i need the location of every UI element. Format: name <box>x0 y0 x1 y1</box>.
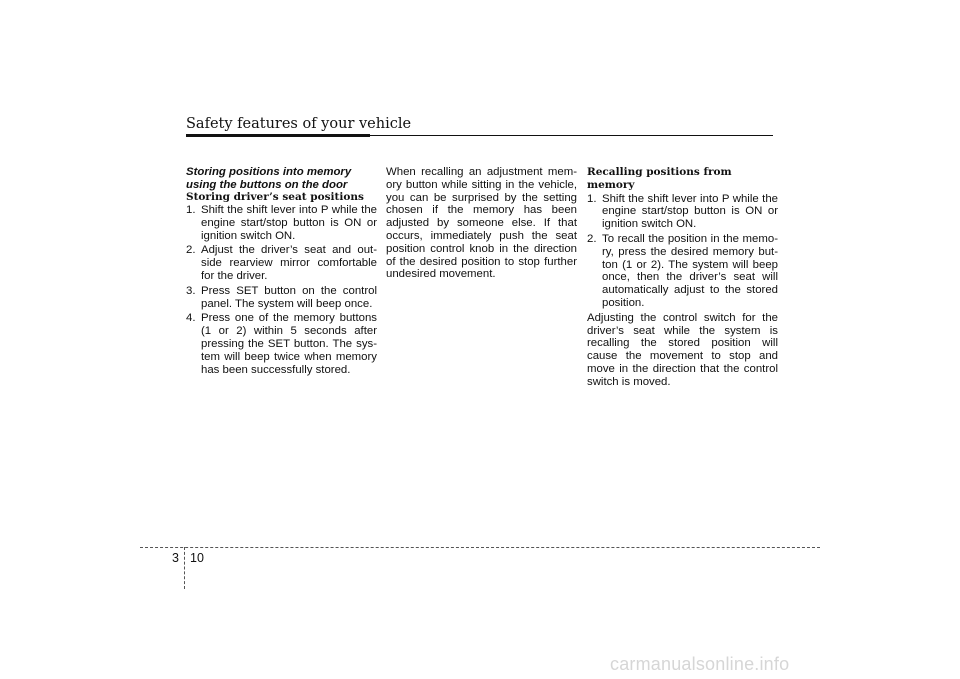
step-text: Press one of the memory buttons (1 or 2) within 5 seconds after pressing the SET button. The sys-tem will beep twice when memory has been successfully stored. <box>201 312 377 376</box>
list-item <box>186 285 377 311</box>
recall-caution-paragraph: When recalling an adjustment mem-ory button while sitting in the vehicle, you can be surprised by the setting chosen if the memory has been adjusted by someone else. If that occurs, immediately push the seat position control knob in the direction of the desired position to stop further undesired movement. <box>386 166 577 281</box>
step-number: 1. <box>186 203 196 216</box>
list-item <box>186 244 377 282</box>
step-text: Adjust the driver’s seat and out-side rearview mirror comfortable for the driver. <box>201 244 377 282</box>
step-text: Press SET button on the control panel. The system will beep once. <box>201 284 377 310</box>
step-text: Shift the shift lever into P while the engine start/stop button is ON or ignition switch ON. <box>201 203 377 242</box>
watermark: carmanualsonline.info <box>610 654 790 674</box>
header-rule-thick <box>186 134 370 137</box>
subheading-storing: Storing driver’s seat positions <box>186 191 364 204</box>
recalling-steps-list <box>587 193 778 310</box>
column-middle <box>386 166 577 281</box>
page-number: 10 <box>190 551 204 565</box>
subheading-recalling: Recalling positions from memory <box>587 166 732 191</box>
chapter-number: 3 <box>172 551 179 565</box>
page-header-title: Safety features of your vehicle <box>186 116 412 132</box>
column-left <box>186 166 377 378</box>
column-right <box>587 166 778 389</box>
adjusting-paragraph: Adjusting the control switch for the driver’s seat while the system is recalling the stored position will cause the movement to stop and move in the direction that the control switch is moved. <box>587 311 778 388</box>
step-number: 4. <box>186 312 196 325</box>
step-number: 1. <box>587 192 597 205</box>
list-item <box>186 312 377 376</box>
step-text: Shift the shift lever into P while the engine start/stop button is ON or ignition switch ON. <box>602 192 778 231</box>
storing-steps-list <box>186 204 377 376</box>
list-item <box>186 204 377 242</box>
footer-divider <box>184 547 185 589</box>
step-number: 2. <box>587 232 597 245</box>
step-number: 2. <box>186 244 196 257</box>
header-rule-thin <box>370 135 773 136</box>
list-item <box>587 233 778 310</box>
section-title: Storing positions into memory using the buttons on the door <box>186 166 352 191</box>
step-text: To recall the position in the memo-ry, press the desired memory but-ton (1 or 2). The system will beep once, then the driver’s seat will automatically adjust to the stored position. <box>602 232 778 309</box>
step-number: 3. <box>186 284 196 297</box>
list-item <box>587 193 778 231</box>
footer-rule <box>140 547 820 548</box>
